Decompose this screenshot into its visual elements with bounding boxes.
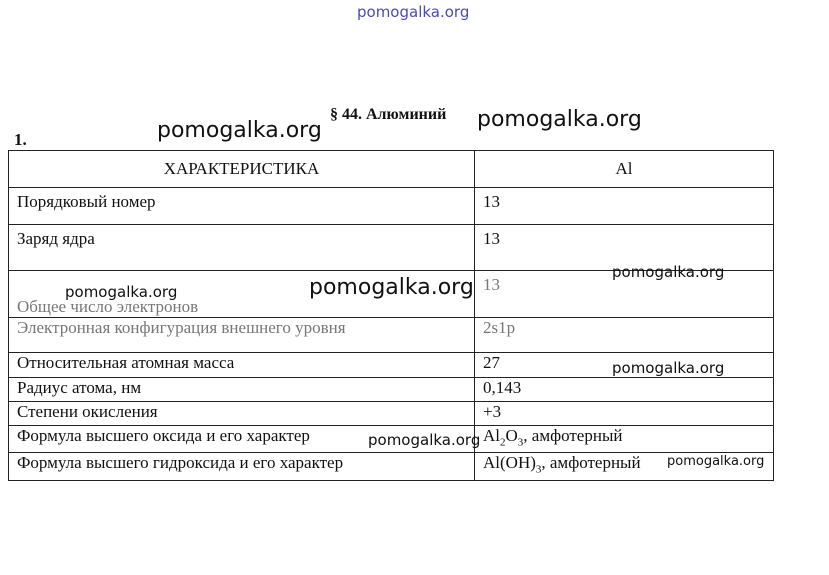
task-number: 1. xyxy=(14,130,27,149)
row-label: Электронная конфигурация внешнего уровня xyxy=(9,318,475,353)
row-label: Радиус атома, нм xyxy=(9,378,475,402)
formula-part: , амфотерный xyxy=(523,426,623,445)
row-label: Порядковый номер xyxy=(9,188,475,225)
row-value: 0,143 xyxy=(475,378,774,402)
watermark: pomogalka.org xyxy=(477,107,642,132)
table-row xyxy=(9,188,774,225)
row-value: +3 xyxy=(475,402,774,426)
row-value: 13 xyxy=(475,271,774,318)
row-label: Относительная атомная масса xyxy=(9,353,475,378)
row-value: 13 xyxy=(475,225,774,271)
watermark: pomogalka.org xyxy=(65,283,178,301)
row-label: Формула высшего оксида и его характер xyxy=(9,426,475,453)
watermark: pomogalka.org xyxy=(309,275,474,300)
watermark: pomogalka.org xyxy=(157,118,322,143)
watermark: pomogalka.org xyxy=(368,431,481,449)
formula-subscript: 2 xyxy=(500,436,506,449)
row-value: 13 xyxy=(475,188,774,225)
header-element: Al xyxy=(475,151,774,188)
formula-subscript: 3 xyxy=(535,463,542,476)
table-row xyxy=(9,402,774,426)
watermark: pomogalka.org xyxy=(612,263,725,281)
table-header-row xyxy=(9,151,774,188)
section-heading: § 44. Алюминий xyxy=(330,106,447,123)
row-label: Формула высшего гидроксида и его характер xyxy=(9,453,475,480)
row-value: 2s1p xyxy=(475,318,774,353)
row-value-formula xyxy=(475,426,774,453)
formula-part: O xyxy=(505,426,518,445)
table-row xyxy=(9,318,774,353)
table-row xyxy=(9,378,774,402)
formula-part: Al xyxy=(483,426,500,445)
formula-part: Al(OH) xyxy=(483,453,536,473)
row-label: Заряд ядра xyxy=(9,225,475,271)
watermark: pomogalka.org xyxy=(667,454,765,469)
watermark: pomogalka.org xyxy=(612,359,725,377)
row-label: Общее число электронов xyxy=(9,271,475,318)
header-characteristic: ХАРАКТЕРИСТИКА xyxy=(9,151,475,188)
row-value: 27 xyxy=(475,353,774,378)
table-row xyxy=(9,453,774,480)
formula-part: , амфотерный xyxy=(541,453,641,473)
watermark-top: pomogalka.org xyxy=(357,3,470,21)
formula-subscript: 3 xyxy=(517,436,524,449)
row-label: Степени окисления xyxy=(9,402,475,426)
